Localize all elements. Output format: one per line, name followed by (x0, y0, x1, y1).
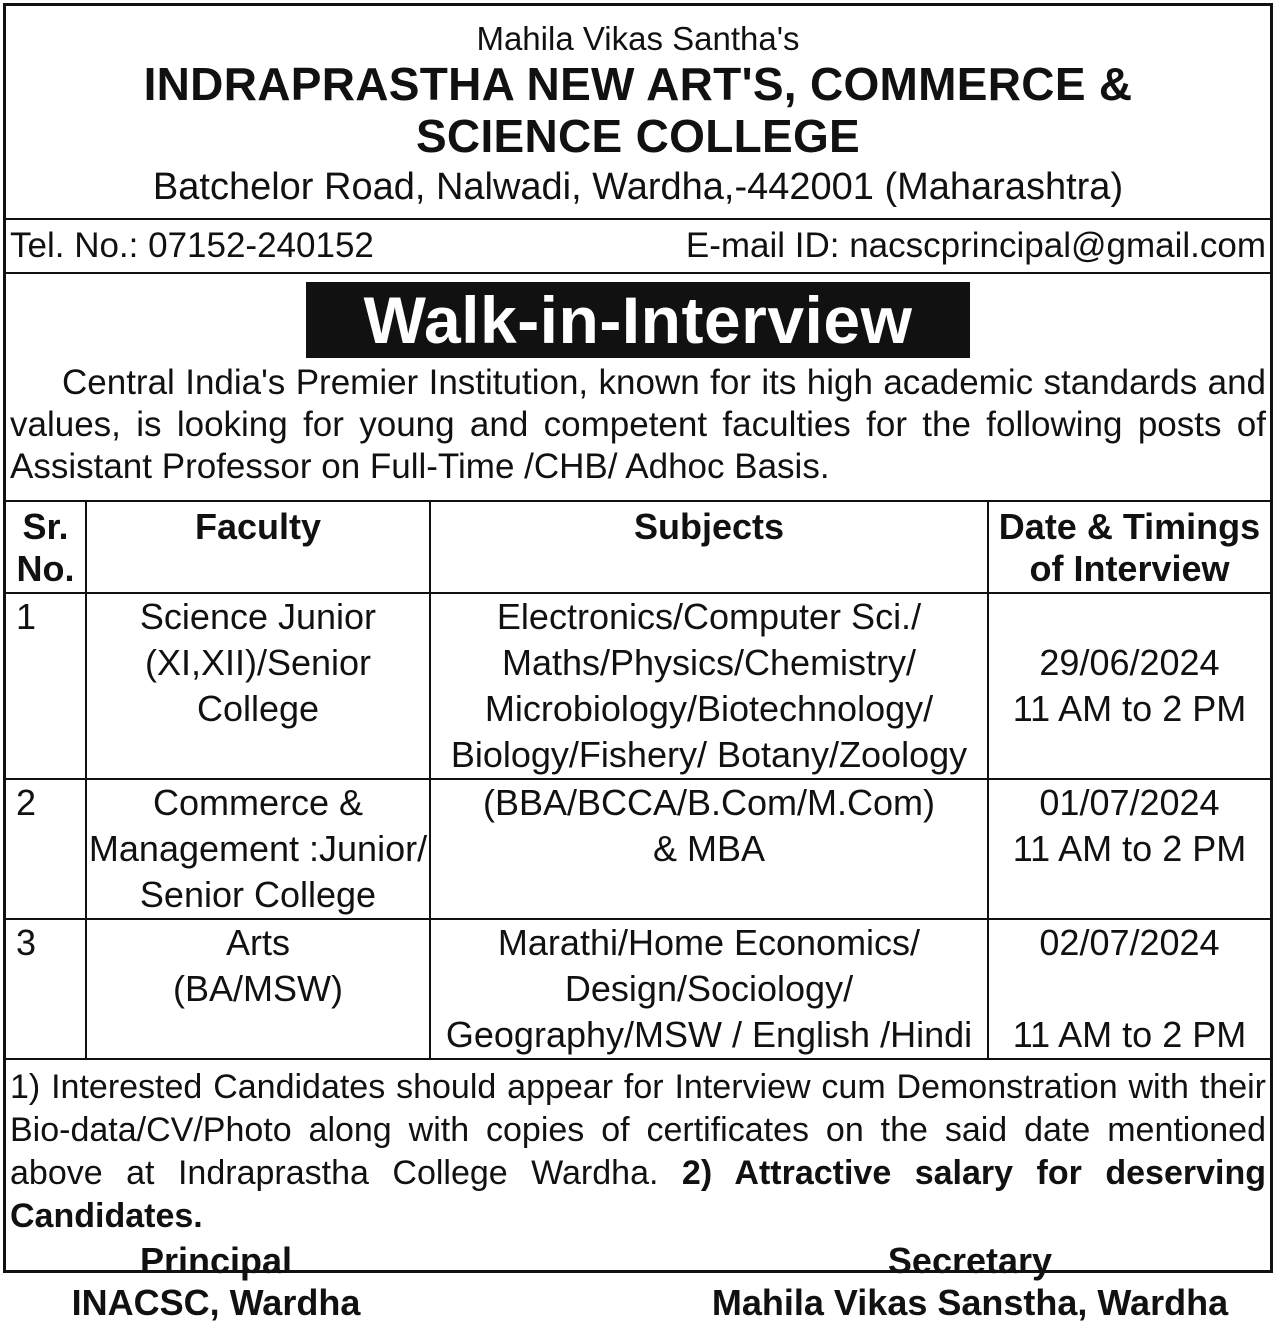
college-address: Batchelor Road, Nalwadi, Wardha,-442001 (Maharashtra) (152, 166, 1124, 208)
header-date-timings: Date & Timings of Interview (988, 501, 1270, 593)
row-faculty: Arts (BA/MSW) (86, 919, 430, 1059)
society-name: Mahila Vikas Santha's (476, 20, 800, 57)
table-header-row (6, 501, 1270, 593)
header-faculty: Faculty (86, 501, 430, 593)
instructions-note (6, 1060, 1270, 1238)
college-name-line2: SCIENCE COLLEGE (415, 110, 861, 162)
telephone: Tel. No.: 07152-240152 (10, 226, 374, 265)
posts-table (6, 500, 1270, 1060)
row-date-time: 29/06/2024 11 AM to 2 PM (988, 593, 1270, 779)
row-sr: 3 (6, 919, 86, 1059)
intro-paragraph: Central India's Premier Institution, known for its high academic standards and values, is looking for young and competent faculties for the following posts of Assistant Professor on Full-Time /CHB/ Adhoc Basis. (10, 363, 1266, 486)
row-faculty: Science Junior (XI,XII)/Senior College (86, 593, 430, 779)
row-sr: 1 (6, 593, 86, 779)
divider (6, 272, 1270, 274)
row-faculty: Commerce & Management :Junior/ Senior College (86, 779, 430, 919)
row-subjects: Electronics/Computer Sci./ Maths/Physics/Chemistry/ Microbiology/Biotechnology/ Biology/Fishery/ Botany/Zoology (430, 593, 988, 779)
note-salary: 2) Attractive salary for deserving Candidates. (10, 1154, 1266, 1235)
email: E-mail ID: nacscprincipal@gmail.com (685, 226, 1266, 265)
contact-row (6, 220, 1270, 272)
row-sr: 2 (6, 779, 86, 919)
advertisement-page (3, 3, 1273, 1323)
signature-block (6, 1240, 1270, 1324)
principal-signature: Principal INACSC, Wardha (71, 1240, 361, 1323)
header (6, 20, 1270, 210)
walk-in-interview-banner: Walk-in-Interview (306, 282, 971, 358)
header-subjects: Subjects (430, 501, 988, 593)
row-date-time: 01/07/2024 11 AM to 2 PM (988, 779, 1270, 919)
row-date-time: 02/07/2024 11 AM to 2 PM (988, 919, 1270, 1059)
row-subjects: Marathi/Home Economics/ Design/Sociology/ Geography/MSW / English /Hindi (430, 919, 988, 1059)
college-name-line1: INDRAPRASTHA NEW ART'S, COMMERCE & (143, 58, 1133, 110)
secretary-signature: Secretary Mahila Vikas Sanstha, Wardha (711, 1240, 1229, 1323)
note-interview-instructions: 1) Interested Candidates should appear for Interview cum Demonstration with their Bio-data/CV/Photo along with copies of certificates on the said date mentioned above at Indraprastha College Wardha. (10, 1068, 1266, 1192)
table-row (6, 593, 1270, 779)
header-sr-no: Sr. No. (6, 501, 86, 593)
table-row (6, 919, 1270, 1059)
table-row (6, 779, 1270, 919)
row-subjects: (BBA/BCCA/B.Com/M.Com) & MBA (430, 779, 988, 919)
